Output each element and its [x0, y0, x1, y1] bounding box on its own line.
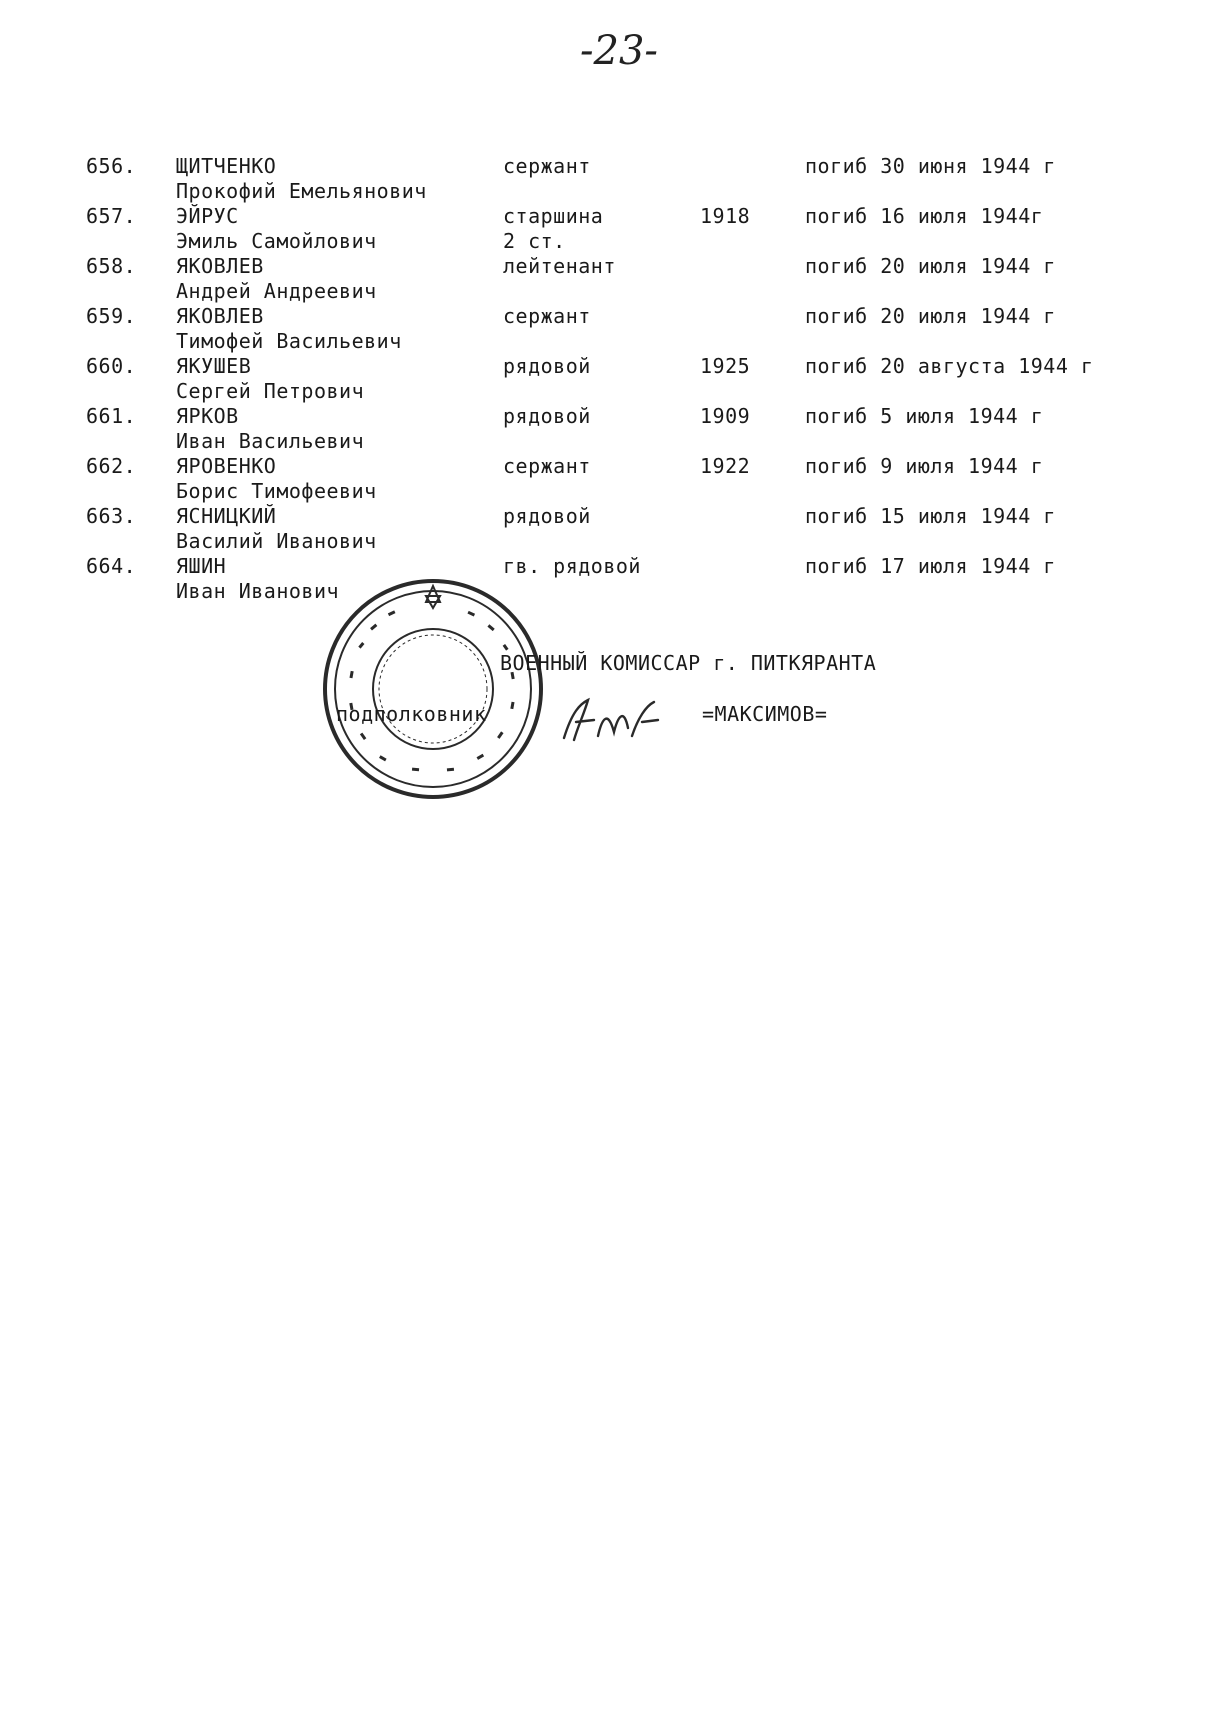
record-surname: ЩИТЧЕНКО — [176, 154, 277, 178]
record-row — [0, 554, 1232, 604]
record-rank: рядовой — [503, 354, 591, 378]
record-row — [0, 304, 1232, 354]
record-row — [0, 154, 1232, 204]
record-number: 662. — [86, 454, 137, 478]
record-rank: рядовой — [503, 504, 591, 528]
record-given-names: Андрей Андреевич — [176, 279, 377, 303]
record-birth-year: 1918 — [700, 204, 751, 228]
record-surname: ЯКОВЛЕВ — [176, 254, 264, 278]
record-number: 659. — [86, 304, 137, 328]
record-rank: сержант — [503, 304, 591, 328]
record-given-names: Иван Васильевич — [176, 429, 365, 453]
record-surname: ЯКОВЛЕВ — [176, 304, 264, 328]
record-fate: погиб 20 июля 1944 г — [805, 304, 1056, 328]
record-fate: погиб 20 июля 1944 г — [805, 254, 1056, 278]
record-number: 661. — [86, 404, 137, 428]
commissar-name: =МАКСИМОВ= — [702, 702, 828, 726]
record-surname: ЯСНИЦКИЙ — [176, 504, 277, 528]
record-birth-year: 1925 — [700, 354, 751, 378]
records-list — [0, 154, 1232, 604]
record-rank: старшина — [503, 204, 604, 228]
record-given-names: Сергей Петрович — [176, 379, 365, 403]
record-row — [0, 354, 1232, 404]
record-rank: лейтенант — [503, 254, 616, 278]
record-given-names: Борис Тимофеевич — [176, 479, 377, 503]
record-number: 657. — [86, 204, 137, 228]
page-number: -23- — [580, 28, 658, 74]
record-surname: ЯРКОВ — [176, 404, 239, 428]
commissar-title: ВОЕННЫЙ КОМИССАР г. ПИТКЯРАНТА — [500, 651, 877, 675]
record-row — [0, 404, 1232, 454]
commissar-rank: подполковник — [336, 702, 487, 726]
record-given-names: Эмиль Самойлович — [176, 229, 377, 253]
official-stamp-icon — [318, 574, 548, 804]
record-given-names: Прокофий Емельянович — [176, 179, 427, 203]
record-rank: гв. рядовой — [503, 554, 641, 578]
record-fate: погиб 5 июля 1944 г — [805, 404, 1044, 428]
record-row — [0, 504, 1232, 554]
record-row — [0, 204, 1232, 254]
record-rank-suffix: 2 ст. — [503, 229, 566, 253]
record-rank: сержант — [503, 454, 591, 478]
record-rank: рядовой — [503, 404, 591, 428]
record-fate: погиб 15 июля 1944 г — [805, 504, 1056, 528]
record-fate: погиб 17 июля 1944 г — [805, 554, 1056, 578]
record-row — [0, 454, 1232, 504]
record-number: 658. — [86, 254, 137, 278]
record-fate: погиб 30 июня 1944 г — [805, 154, 1056, 178]
record-number: 664. — [86, 554, 137, 578]
record-rank: сержант — [503, 154, 591, 178]
record-given-names: Тимофей Васильевич — [176, 329, 402, 353]
record-number: 656. — [86, 154, 137, 178]
record-given-names: Василий Иванович — [176, 529, 377, 553]
record-surname: ЯШИН — [176, 554, 227, 578]
record-number: 663. — [86, 504, 137, 528]
record-row — [0, 254, 1232, 304]
handwritten-signature-icon — [558, 692, 668, 748]
record-fate: погиб 20 августа 1944 г — [805, 354, 1094, 378]
record-surname: ЯРОВЕНКО — [176, 454, 277, 478]
record-given-names: Иван Иванович — [176, 579, 340, 603]
record-number: 660. — [86, 354, 137, 378]
record-fate: погиб 9 июля 1944 г — [805, 454, 1044, 478]
record-birth-year: 1922 — [700, 454, 751, 478]
record-surname: ЭЙРУС — [176, 204, 239, 228]
record-surname: ЯКУШЕВ — [176, 354, 252, 378]
record-birth-year: 1909 — [700, 404, 751, 428]
record-fate: погиб 16 июля 1944г — [805, 204, 1044, 228]
